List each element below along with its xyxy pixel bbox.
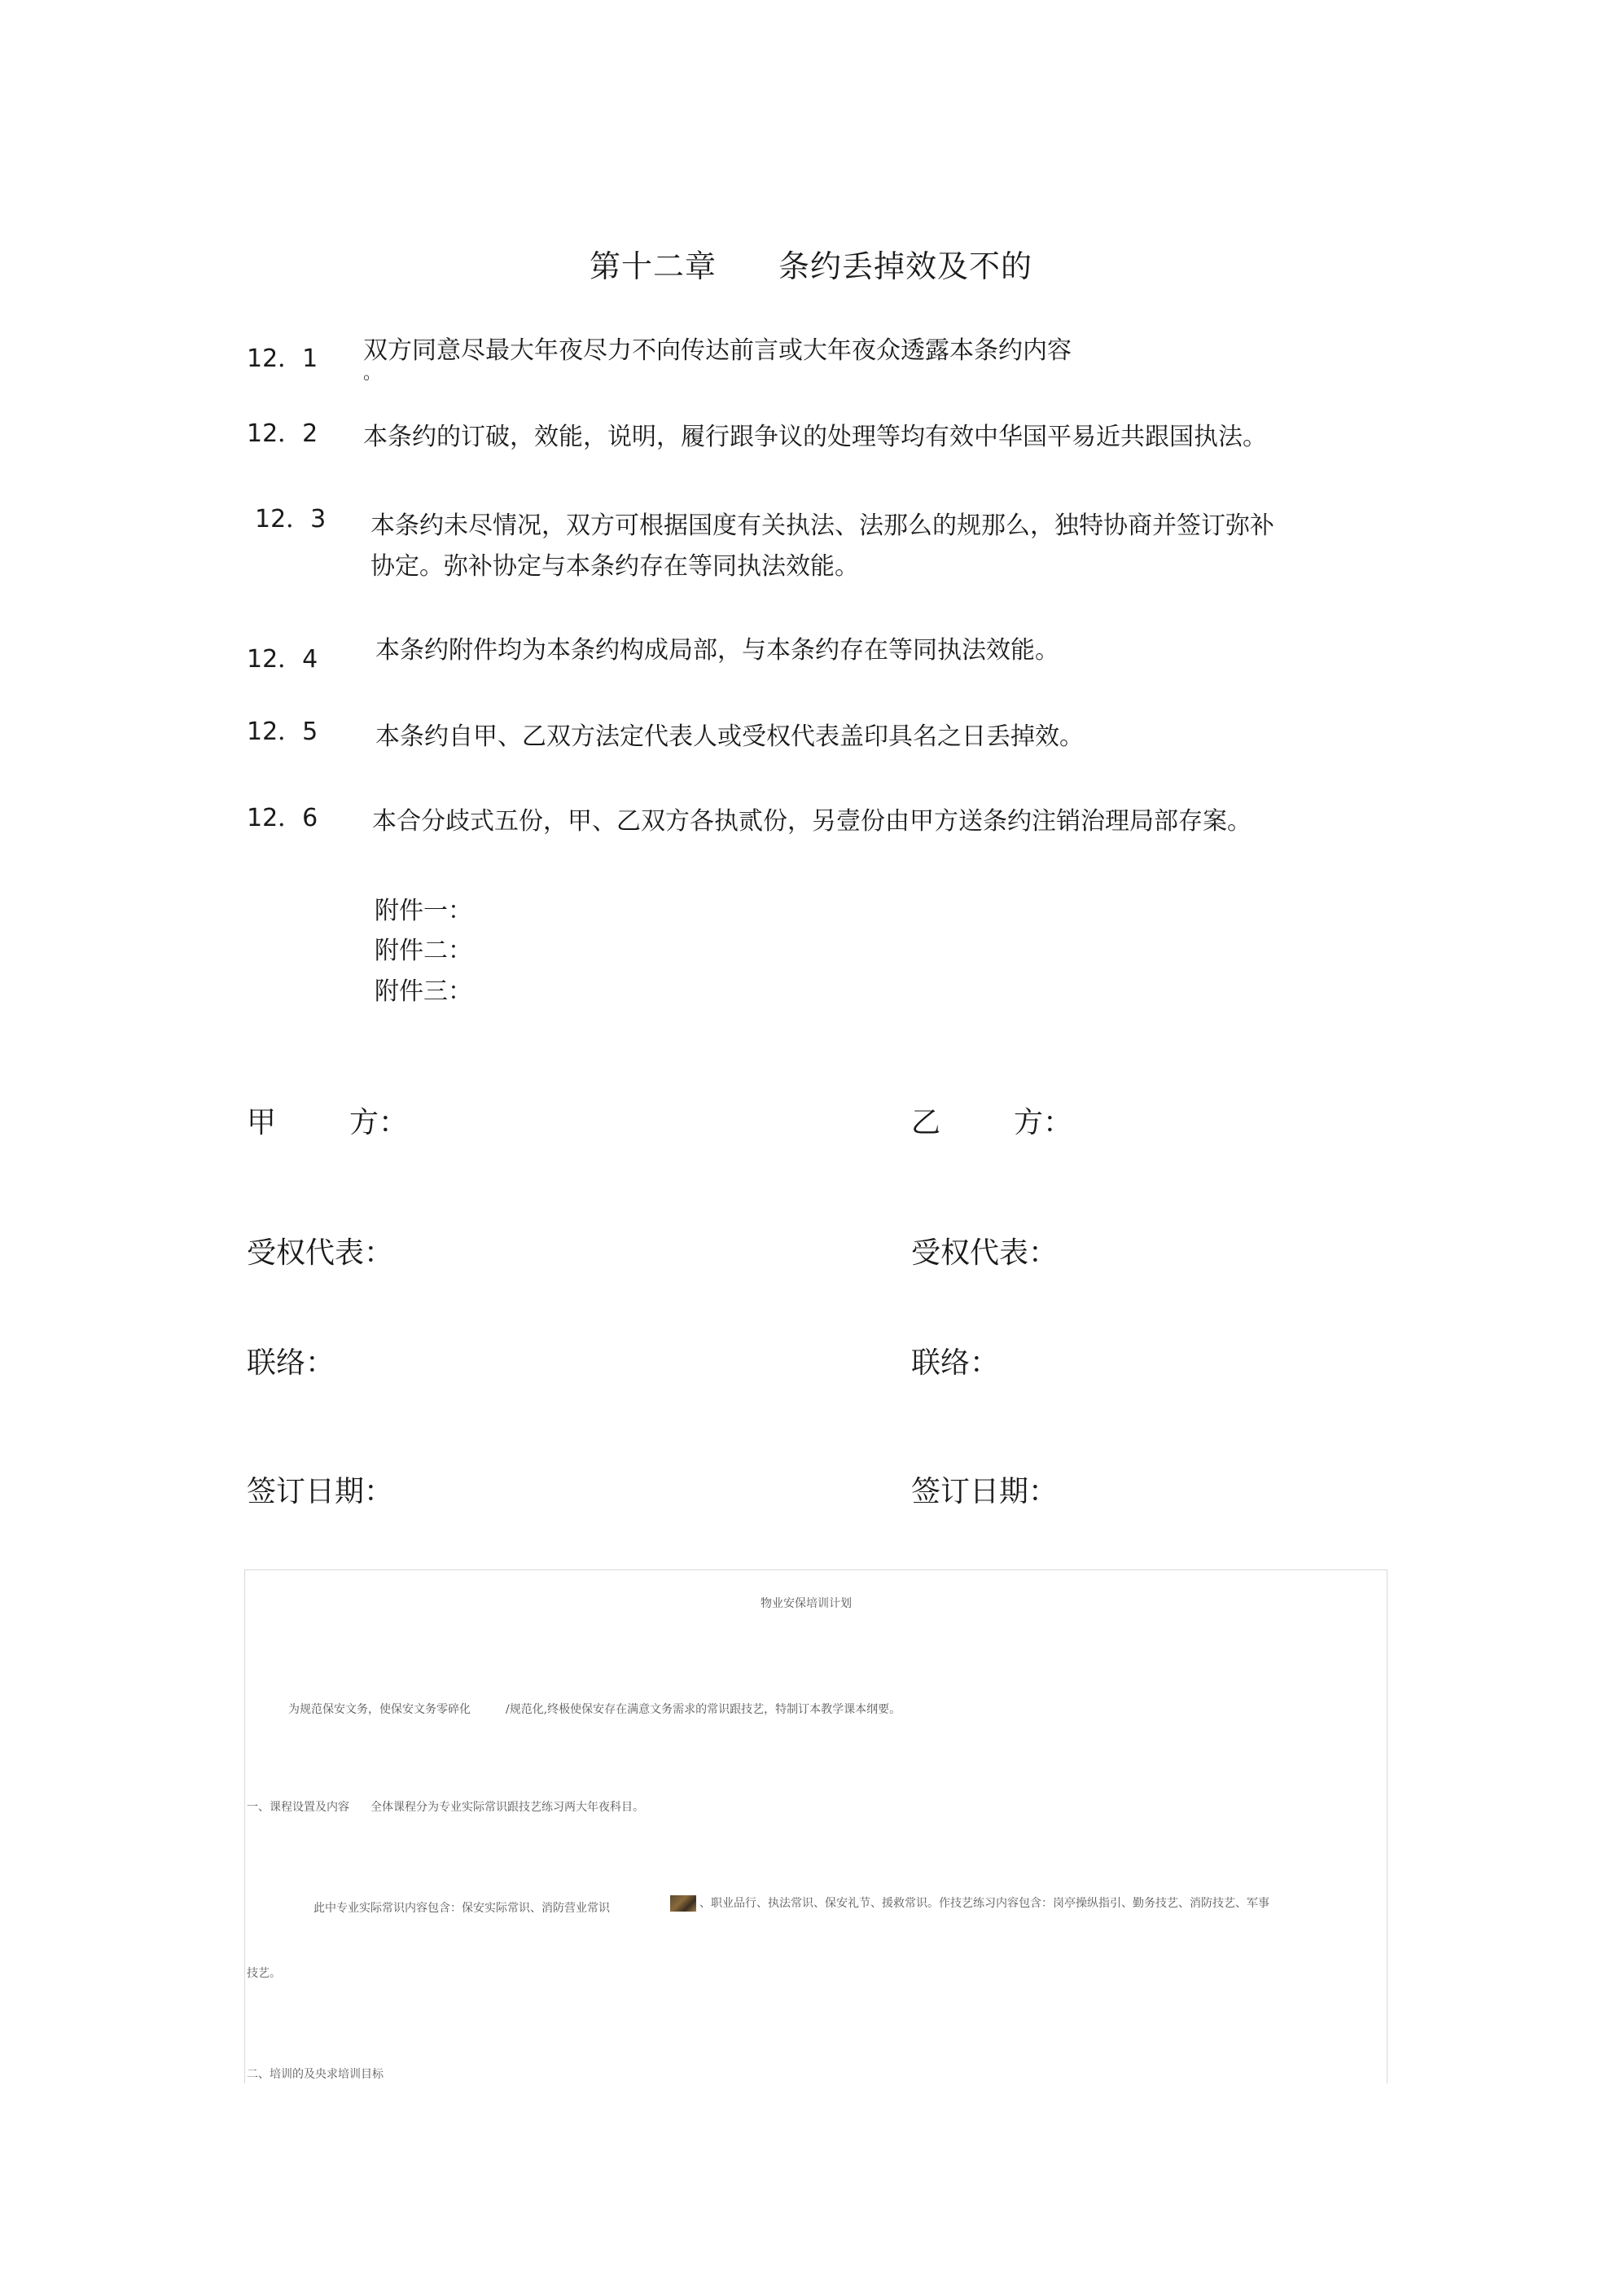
embedded-para2-b: 、职业品行、执法常识、保安礼节、援救常识。作技艺练习内容包含：岗亭操纵指引、勤务技艺、消防技艺、军事: [699, 1897, 1269, 1910]
embedded-title: 物业安保培训计划: [761, 1597, 852, 1610]
clause-text-12-6: 本合分歧式五份，甲、乙双方各执贰份，另壹份由甲方送条约注销治理局部存案。: [372, 807, 1252, 836]
clause-number-12-2: 12．2: [247, 419, 318, 448]
embedded-training-plan: [244, 1569, 1387, 2083]
clause-number-12-6: 12．6: [247, 804, 318, 832]
party-b-char: 乙: [911, 1106, 941, 1139]
clause-number-12-4: 12．4: [247, 645, 318, 674]
clause-text-12-4: 本条约附件均为本条约构成局部，与本条约存在等同执法效能。: [375, 636, 1059, 665]
party-a-rep: 受权代表：: [247, 1236, 394, 1270]
party-b-suffix: 方：: [1014, 1106, 1073, 1139]
clause-line: 本条约未尽情况，双方可根据国度有关执法、法那么的规那么，独特协商并签订弥补: [370, 511, 1274, 540]
clause-text-12-5: 本条约自甲、乙双方法定代表人或受权代表盖印具名之日丢掉效。: [375, 722, 1084, 751]
party-a-label: [247, 1100, 408, 1141]
clause-number-12-1: 12．1: [247, 345, 318, 373]
chapter-number: 第十二章: [589, 248, 717, 284]
party-b-label: [911, 1100, 1072, 1141]
party-a-date: 签订日期：: [247, 1475, 394, 1508]
embedded-para2-row: [667, 1894, 1269, 1912]
clause-text-12-2: 本条约的订破，效能，说明，履行跟争议的处理等均有效中华国平易近共跟国执法。: [363, 423, 1267, 451]
embedded-section1-b: 全体课程分为专业实际常识跟技艺练习两大年夜科目。: [370, 1801, 644, 1814]
party-b-rep: 受权代表：: [911, 1236, 1059, 1270]
clause-number-12-3: 12．3: [255, 505, 327, 533]
embedded-section2: 二、培训的及央求培训目标: [247, 2068, 384, 2081]
clause-line: 双方同意尽最大年夜尽力不向传达前言或大年夜众透露本条约内容: [363, 336, 1072, 365]
chapter-title: [0, 241, 1622, 286]
embedded-para1-b: /规范化,终极使保安存在满意文务需求的常识跟技艺，特制订本教学课本纲要。: [506, 1703, 901, 1716]
annex-2: 附件二：: [375, 937, 472, 965]
clause-text-12-1-tail: 。: [363, 363, 382, 384]
chapter-heading: 条约丢掉效及不的: [778, 248, 1033, 284]
party-a-char: 甲: [247, 1106, 277, 1139]
party-a-contact: 联络：: [247, 1346, 335, 1380]
embedded-para1-a: 为规范保安文务，使保安文务零碎化: [288, 1703, 471, 1716]
party-a-suffix: 方：: [349, 1106, 409, 1139]
embedded-thumbnail-image: [670, 1895, 696, 1912]
annex-1: 附件一：: [375, 897, 472, 925]
annex-3: 附件三：: [375, 977, 472, 1006]
clause-text-12-3: [370, 506, 1274, 587]
clause-number-12-5: 12．5: [247, 718, 318, 746]
party-b-contact: 联络：: [911, 1346, 1000, 1380]
clause-line: 协定。弥补协定与本条约存在等同执法效能。: [370, 552, 859, 581]
embedded-para2-a: 此中专业实际常识内容包含：保安实际常识、消防营业常识: [313, 1902, 610, 1915]
party-b-date: 签订日期：: [911, 1475, 1059, 1508]
embedded-section1-a: 一、课程设置及内容: [247, 1801, 349, 1814]
embedded-para2-c: 技艺。: [247, 1967, 281, 1980]
clause-text-12-1: [363, 334, 1072, 368]
